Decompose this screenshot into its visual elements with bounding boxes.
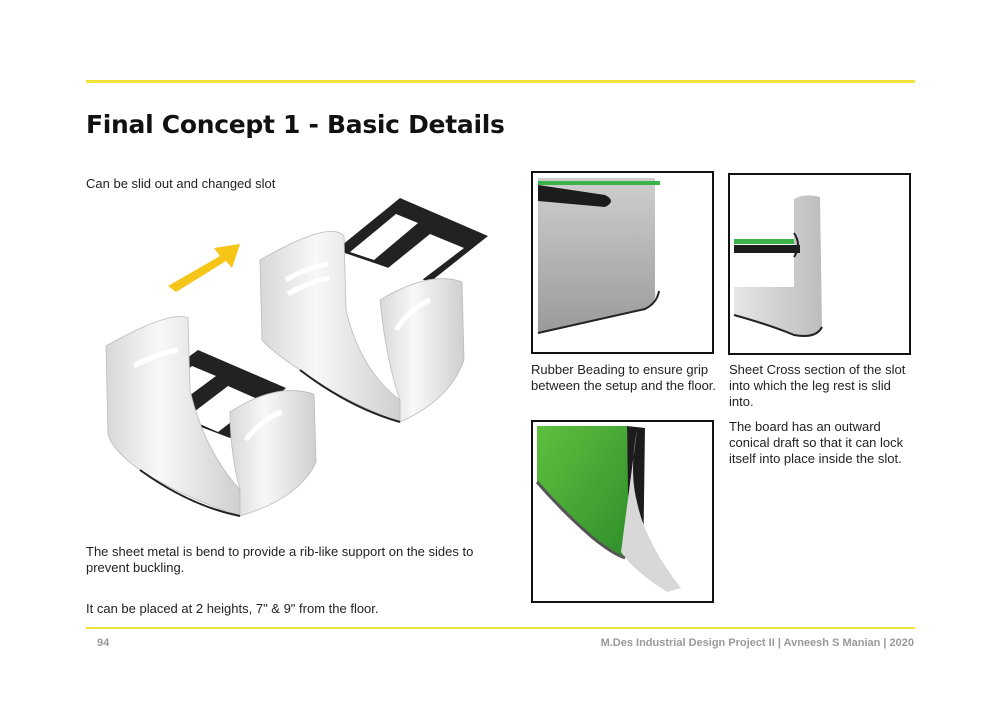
detail-cross-section [728, 173, 911, 355]
page-number: 94 [97, 637, 110, 649]
caption-heights: It can be placed at 2 heights, 7" & 9" from the floor. [86, 601, 379, 616]
caption-slide-out: Can be slid out and changed slot [86, 176, 276, 191]
slide-arrow-icon [168, 244, 240, 292]
detail-rubber-beading [531, 171, 714, 354]
detail-board-draft [531, 420, 714, 603]
footer-credit: M.Des Industrial Design Project II | Avneesh S Manian | 2020 [600, 637, 914, 649]
caption-board-draft: The board has an outward conical draft so that it can lock itself into place inside the slot. [729, 419, 904, 466]
bottom-accent-rule [86, 627, 915, 629]
caption-rubber-beading: Rubber Beading to ensure grip between the setup and the floor. [531, 362, 717, 393]
caption-cross-section: Sheet Cross section of the slot into which the leg rest is slid into. [729, 362, 906, 409]
page-title: Final Concept 1 - Basic Details [86, 110, 505, 139]
caption-sheet-metal: The sheet metal is bend to provide a rib-like support on the sides to prevent buckling. [86, 544, 474, 575]
stand-illustration [100, 190, 500, 530]
top-accent-rule [86, 80, 915, 83]
